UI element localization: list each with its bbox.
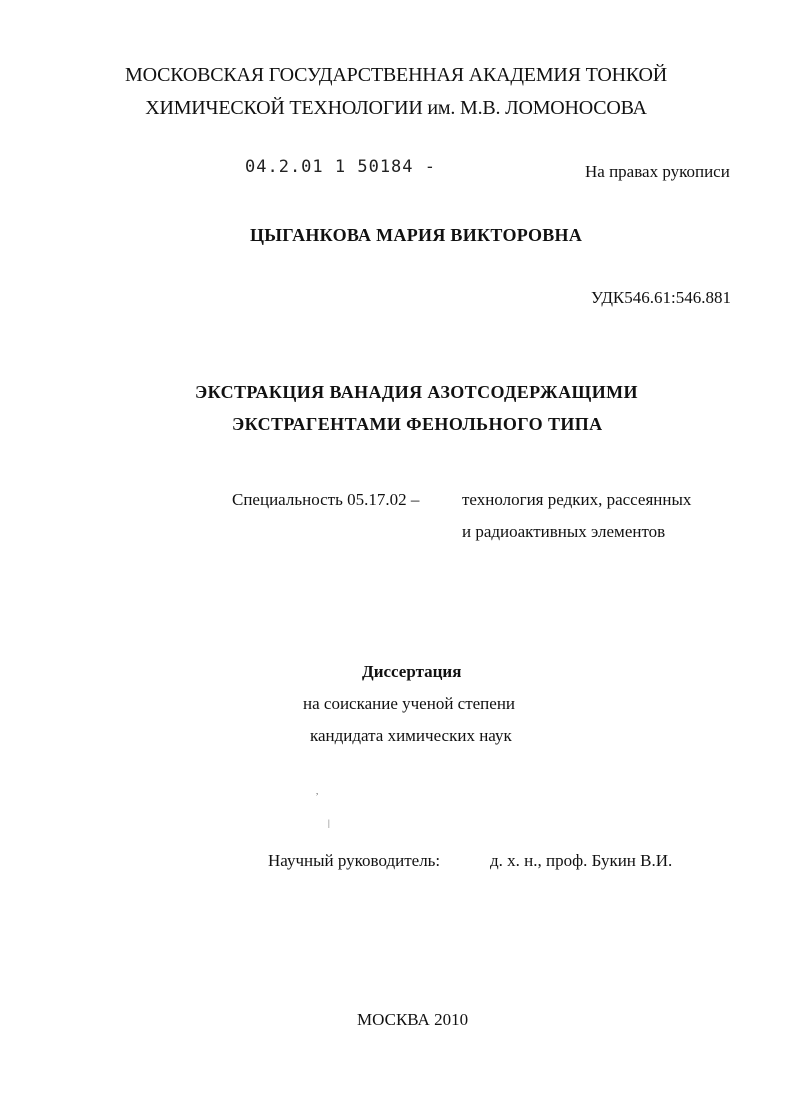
degree-line-2: кандидата химических наук: [310, 726, 512, 745]
specialty-value-line-2: и радиоактивных элементов: [462, 522, 666, 541]
author-name: ЦЫГАНКОВА МАРИЯ ВИКТОРОВНА: [250, 225, 583, 245]
city-year: МОСКВА 2010: [357, 1010, 469, 1029]
specialty-label: Специальность 05.17.02 –: [232, 490, 420, 509]
udk-code: УДК546.61:546.881: [591, 288, 731, 307]
scan-speck-1: ,: [316, 786, 319, 796]
specialty-value-line-1: технология редких, рассеянных: [462, 490, 692, 509]
supervisor-label: Научный руководитель:: [268, 851, 441, 870]
institution-line-1: МОСКОВСКАЯ ГОСУДАРСТВЕННАЯ АКАДЕМИЯ ТОНКОЙ: [125, 64, 667, 86]
registration-stamp: 04.2.01 1 50184 -: [245, 157, 436, 177]
supervisor-value: д. х. н., проф. Букин В.И.: [490, 851, 673, 870]
manuscript-rights-note: На правах рукописи: [585, 162, 730, 181]
institution-line-2: ХИМИЧЕСКОЙ ТЕХНОЛОГИИ им. М.В. ЛОМОНОСОВА: [145, 97, 647, 119]
document-type-heading: Диссертация: [362, 662, 462, 681]
scan-speck-2: |: [328, 818, 330, 828]
degree-line-1: на соискание ученой степени: [303, 694, 516, 713]
dissertation-title-line-2: ЭКСТРАГЕНТАМИ ФЕНОЛЬНОГО ТИПА: [232, 414, 603, 434]
dissertation-title-line-1: ЭКСТРАКЦИЯ ВАНАДИЯ АЗОТСОДЕРЖАЩИМИ: [195, 382, 638, 402]
